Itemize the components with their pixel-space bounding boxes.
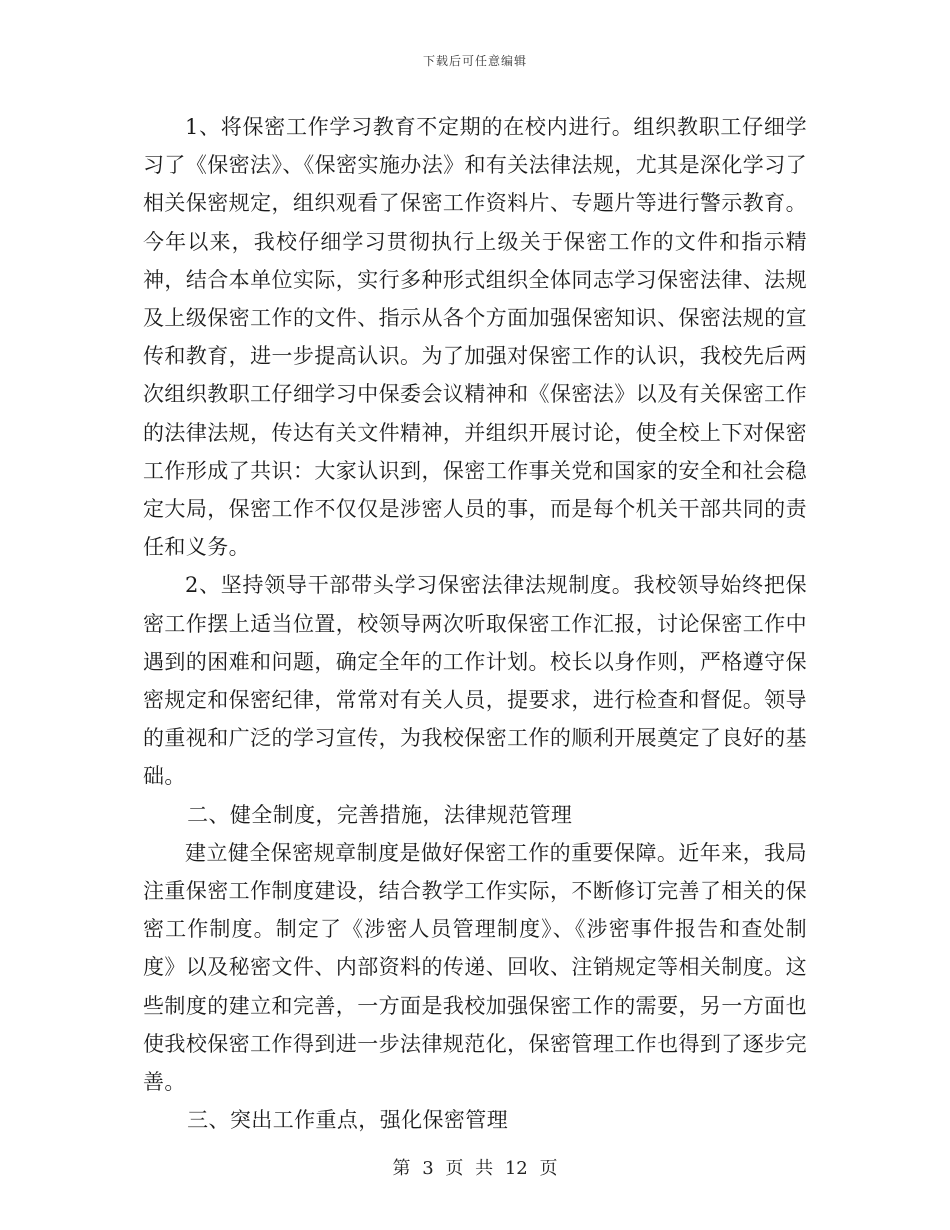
paragraph-study-education: 1、将保密工作学习教育不定期的在校内进行。组织教职工仔细学习了《保密法》、《保密实施办法》和有关法律法规，尤其是深化学习了相关保密规定，组织观看了保密工作资料片、专题片等进行警示教育。今年以来，我校仔细学习贯彻执行上级关于保密工作的文件和指示精神，结合本单位实际，实行多种形式组织全体同志学习保密法律、法规及上级保密工作的文件、指示从各个方面加强保密知识、保密法规的宣传和教育，进一步提高认识。为了加强对保密工作的认识，我校先后两次组织教职工仔细学习中保委会议精神和《保密法》以及有关保密工作的法律法规，传达有关文件精神，并组织开展讨论，使全校上下对保密工作形成了共识：大家认识到，保密工作事关党和国家的安全和社会稳定大局，保密工作不仅仅是涉密人员的事，而是每个机关干部共同的责任和义务。 bbox=[143, 115, 807, 560]
paragraph-leadership: 2、坚持领导干部带头学习保密法律法规制度。我校领导始终把保密工作摆上适当位置，校领导两次听取保密工作汇报，讨论保密工作中遇到的困难和问题，确定全年的工作计划。校长以身作则，严格遵守保密规定和保密纪律，常常对有关人员，提要求，进行检查和督促。领导的重视和广泛的学习宣传，为我校保密工作的顺利开展奠定了良好的基础。 bbox=[143, 573, 807, 789]
document-body bbox=[143, 108, 807, 1139]
section-heading-focus: 三、突出工作重点，强化保密管理 bbox=[187, 1108, 509, 1133]
page-header: 下载后可任意编辑 bbox=[422, 54, 527, 68]
section-heading-system: 二、健全制度，完善措施，法律规范管理 bbox=[187, 802, 573, 827]
page-number: 第 3 页 共 12 页 bbox=[392, 1158, 558, 1179]
paragraph-regulations: 建立健全保密规章制度是做好保密工作的重要保障。近年来，我局注重保密工作制度建设，结合教学工作实际，不断修订完善了相关的保密工作制度。制定了《涉密人员管理制度》、《涉密事件报告和查处制度》以及秘密文件、内部资料的传递、回收、注销规定等相关制度。这些制度的建立和完善，一方面是我校加强保密工作的需要，另一方面也使我校保密工作得到进一步法律规范化，保密管理工作也得到了逐步完善。 bbox=[143, 840, 807, 1095]
